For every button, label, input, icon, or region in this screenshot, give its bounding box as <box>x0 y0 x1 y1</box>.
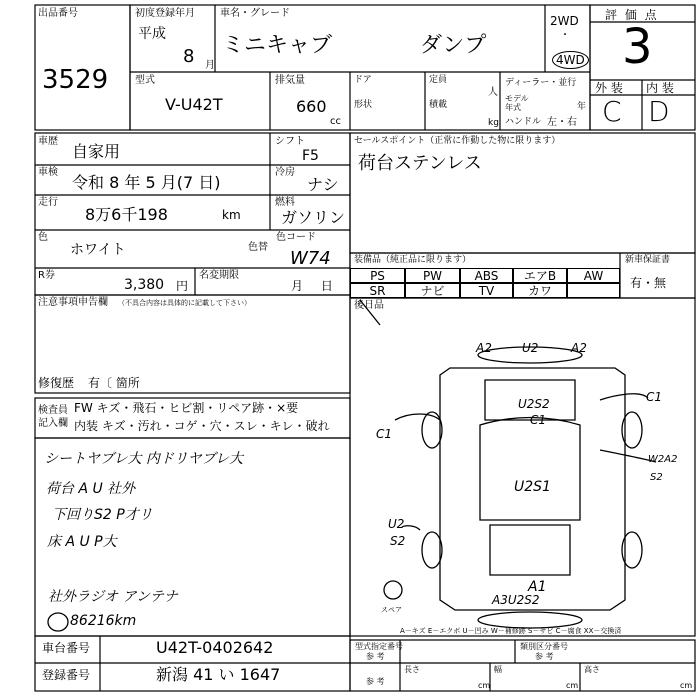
recycle-label: R券 <box>38 270 55 281</box>
equipment-ps: PS <box>350 268 405 283</box>
interior-grade: D <box>648 95 670 128</box>
color-label: 色 <box>38 232 48 243</box>
sales-point-label: セールスポイント（正常に作動した物に限ります） <box>354 136 561 146</box>
model-year-label: モデル 年式 <box>505 94 529 112</box>
mark-a2-right: A2 <box>571 341 587 355</box>
repair-value: 有〔 箇所 <box>88 376 140 390</box>
equipment-label: 装備品（純正品に限ります） <box>354 255 472 265</box>
mark-c1-right: C1 <box>646 390 663 404</box>
equipment-abs: ABS <box>460 268 513 283</box>
inspection-value: 令和 8 年 5 月(7 日) <box>72 173 221 192</box>
length-unit: cm <box>478 681 491 690</box>
displacement-label: 排気量 <box>275 75 305 86</box>
drive-dot: ・ <box>560 30 570 41</box>
height-label: 高さ <box>584 665 600 674</box>
model-cert-label: 型式指定番号 <box>355 642 403 651</box>
year-unit: 年 <box>577 102 587 112</box>
lot-number: 3529 <box>42 65 109 95</box>
recycle-value: 3,380 <box>124 277 165 293</box>
model-value: V-U42T <box>165 95 223 114</box>
door-label: ドア <box>354 75 372 85</box>
class-ref: 参 考 <box>535 652 554 661</box>
year: 8 <box>183 46 195 67</box>
mark-u2s2: U2S2 <box>518 397 550 411</box>
color-change-label: 色替 <box>248 242 268 253</box>
first-reg-label: 初度登録年月 <box>135 8 195 19</box>
mark-s2-right: S2 <box>650 472 663 483</box>
mileage-value: 8万6千198 <box>85 205 168 224</box>
damage-legend: A－キズ E－エクボ U－凹み W－補修跡 S－サビ C－腐食 XX－交換済 <box>400 627 622 635</box>
ac-value: ナシ <box>307 175 339 194</box>
exterior-label: 外 装 <box>595 81 623 95</box>
mark-w2a2: W2A2 <box>648 454 678 465</box>
class-label: 類別区分番号 <box>520 642 568 651</box>
capacity-unit: 人 <box>488 87 498 98</box>
comment-4: 床 A U P大 <box>47 534 117 550</box>
mark-u2s1: U2S1 <box>514 479 551 495</box>
capacity-label: 定員 <box>429 75 448 85</box>
interior-label: 内 装 <box>646 81 674 95</box>
inspector-row1: FW キズ・飛石・ヒビ割・リペア跡・×要 <box>74 401 299 415</box>
inspector-label: 検査員 記入欄 <box>38 405 68 429</box>
drive-4wd: 4WD <box>552 51 589 69</box>
handle-label: ハンドル <box>505 117 542 127</box>
comment-1: シートヤブレ大 内ドリヤブレ大 <box>44 451 244 467</box>
score-label: 評 価 点 <box>605 8 659 22</box>
chassis-value: U42T-0402642 <box>156 638 274 657</box>
comment-2: 荷台 A U 社外 <box>46 481 136 497</box>
color-value: ホワイト <box>70 242 126 258</box>
shift-value: F5 <box>302 148 319 164</box>
reg-value: 新潟 41 い 1647 <box>156 665 281 684</box>
spare-label: スペア <box>381 606 402 614</box>
warranty-label: 新車保証書 <box>625 255 671 265</box>
model-cert-ref: 参 考 <box>366 652 385 661</box>
mark-a1: A1 <box>528 579 547 595</box>
equipment-tv: TV <box>460 283 513 298</box>
history-label: 車歴 <box>38 136 58 147</box>
history-value: 自家用 <box>72 142 121 161</box>
name-change-unit: 月 日 <box>291 279 333 293</box>
width-label: 幅 <box>494 665 502 674</box>
comment-6: 86216km <box>70 613 137 629</box>
fuel-label: 燃料 <box>275 197 295 208</box>
color-code-label: 色コード <box>276 232 316 243</box>
drive-2wd: 2WD <box>550 14 579 28</box>
lot-label: 出品番号 <box>38 8 78 19</box>
length-label: 長さ <box>404 665 420 674</box>
dealer-label: ディーラー・並行 <box>505 78 577 88</box>
notes-label: 注意事項申告欄 <box>38 297 108 308</box>
load-unit: kg <box>488 118 499 128</box>
recycle-unit: 円 <box>176 279 189 293</box>
era: 平成 <box>138 26 166 42</box>
displacement-value: 660 <box>296 97 327 116</box>
after-label: 後日品 <box>354 300 384 311</box>
load-label: 積載 <box>429 100 448 110</box>
ac-label: 冷房 <box>275 167 295 178</box>
color-code-value: W74 <box>290 248 331 269</box>
comment-5: 社外ラジオ アンテナ <box>48 589 178 605</box>
mark-c1-center: C1 <box>530 413 547 427</box>
inspection-label: 車検 <box>38 167 58 178</box>
name-change-label: 名変期限 <box>199 270 239 281</box>
repair-label: 修復歴 <box>38 376 75 390</box>
reg-label: 登録番号 <box>42 668 91 682</box>
height-unit: cm <box>680 681 693 690</box>
chassis-label: 車台番号 <box>42 641 91 655</box>
shift-label: シフト <box>275 136 305 147</box>
equipment-leather: カワ <box>513 283 567 298</box>
equipment-airbag: エアB <box>513 268 567 283</box>
inspector-row2: 内装 キズ・汚れ・コゲ・穴・スレ・キレ・破れ <box>74 419 330 433</box>
displacement-unit: cc <box>330 116 341 127</box>
size-ref: 参 考 <box>366 677 385 686</box>
model-label: 型式 <box>135 75 155 86</box>
width-unit: cm <box>566 681 579 690</box>
mark-u2-top: U2 <box>522 341 539 355</box>
handle-value: 左・右 <box>547 117 577 128</box>
mark-u2-left: U2 <box>388 517 405 531</box>
equipment-pw: PW <box>405 268 460 283</box>
equipment-sr: SR <box>350 283 405 298</box>
notes-sub: （不具合内容は具体的に記載して下さい） <box>118 299 251 307</box>
mileage-label: 走行 <box>38 197 58 208</box>
shape-label: 形状 <box>354 100 373 110</box>
fuel-value: ガソリン <box>281 208 346 227</box>
equipment-aw: AW <box>567 268 620 283</box>
grade: ダンプ <box>420 33 487 58</box>
exterior-grade: C <box>602 95 622 128</box>
mark-c1-left: C1 <box>376 427 393 441</box>
name-grade-label: 車名・グレード <box>220 8 290 19</box>
mark-a3u2s2: A3U2S2 <box>492 593 540 607</box>
car-name: ミニキャブ <box>222 33 333 58</box>
mark-s2-left: S2 <box>390 534 406 548</box>
mileage-unit: km <box>222 208 241 222</box>
sales-point-value: 荷台ステンレス <box>358 153 482 174</box>
equipment-empty <box>567 283 620 298</box>
warranty-value: 有・無 <box>630 276 667 290</box>
mark-a2-left: A2 <box>476 341 492 355</box>
comment-3: 下回りS2 P才リ <box>52 507 153 523</box>
month-unit: 月 <box>205 60 215 71</box>
score-value: 3 <box>622 19 653 75</box>
equipment-navi: ナビ <box>405 283 460 298</box>
